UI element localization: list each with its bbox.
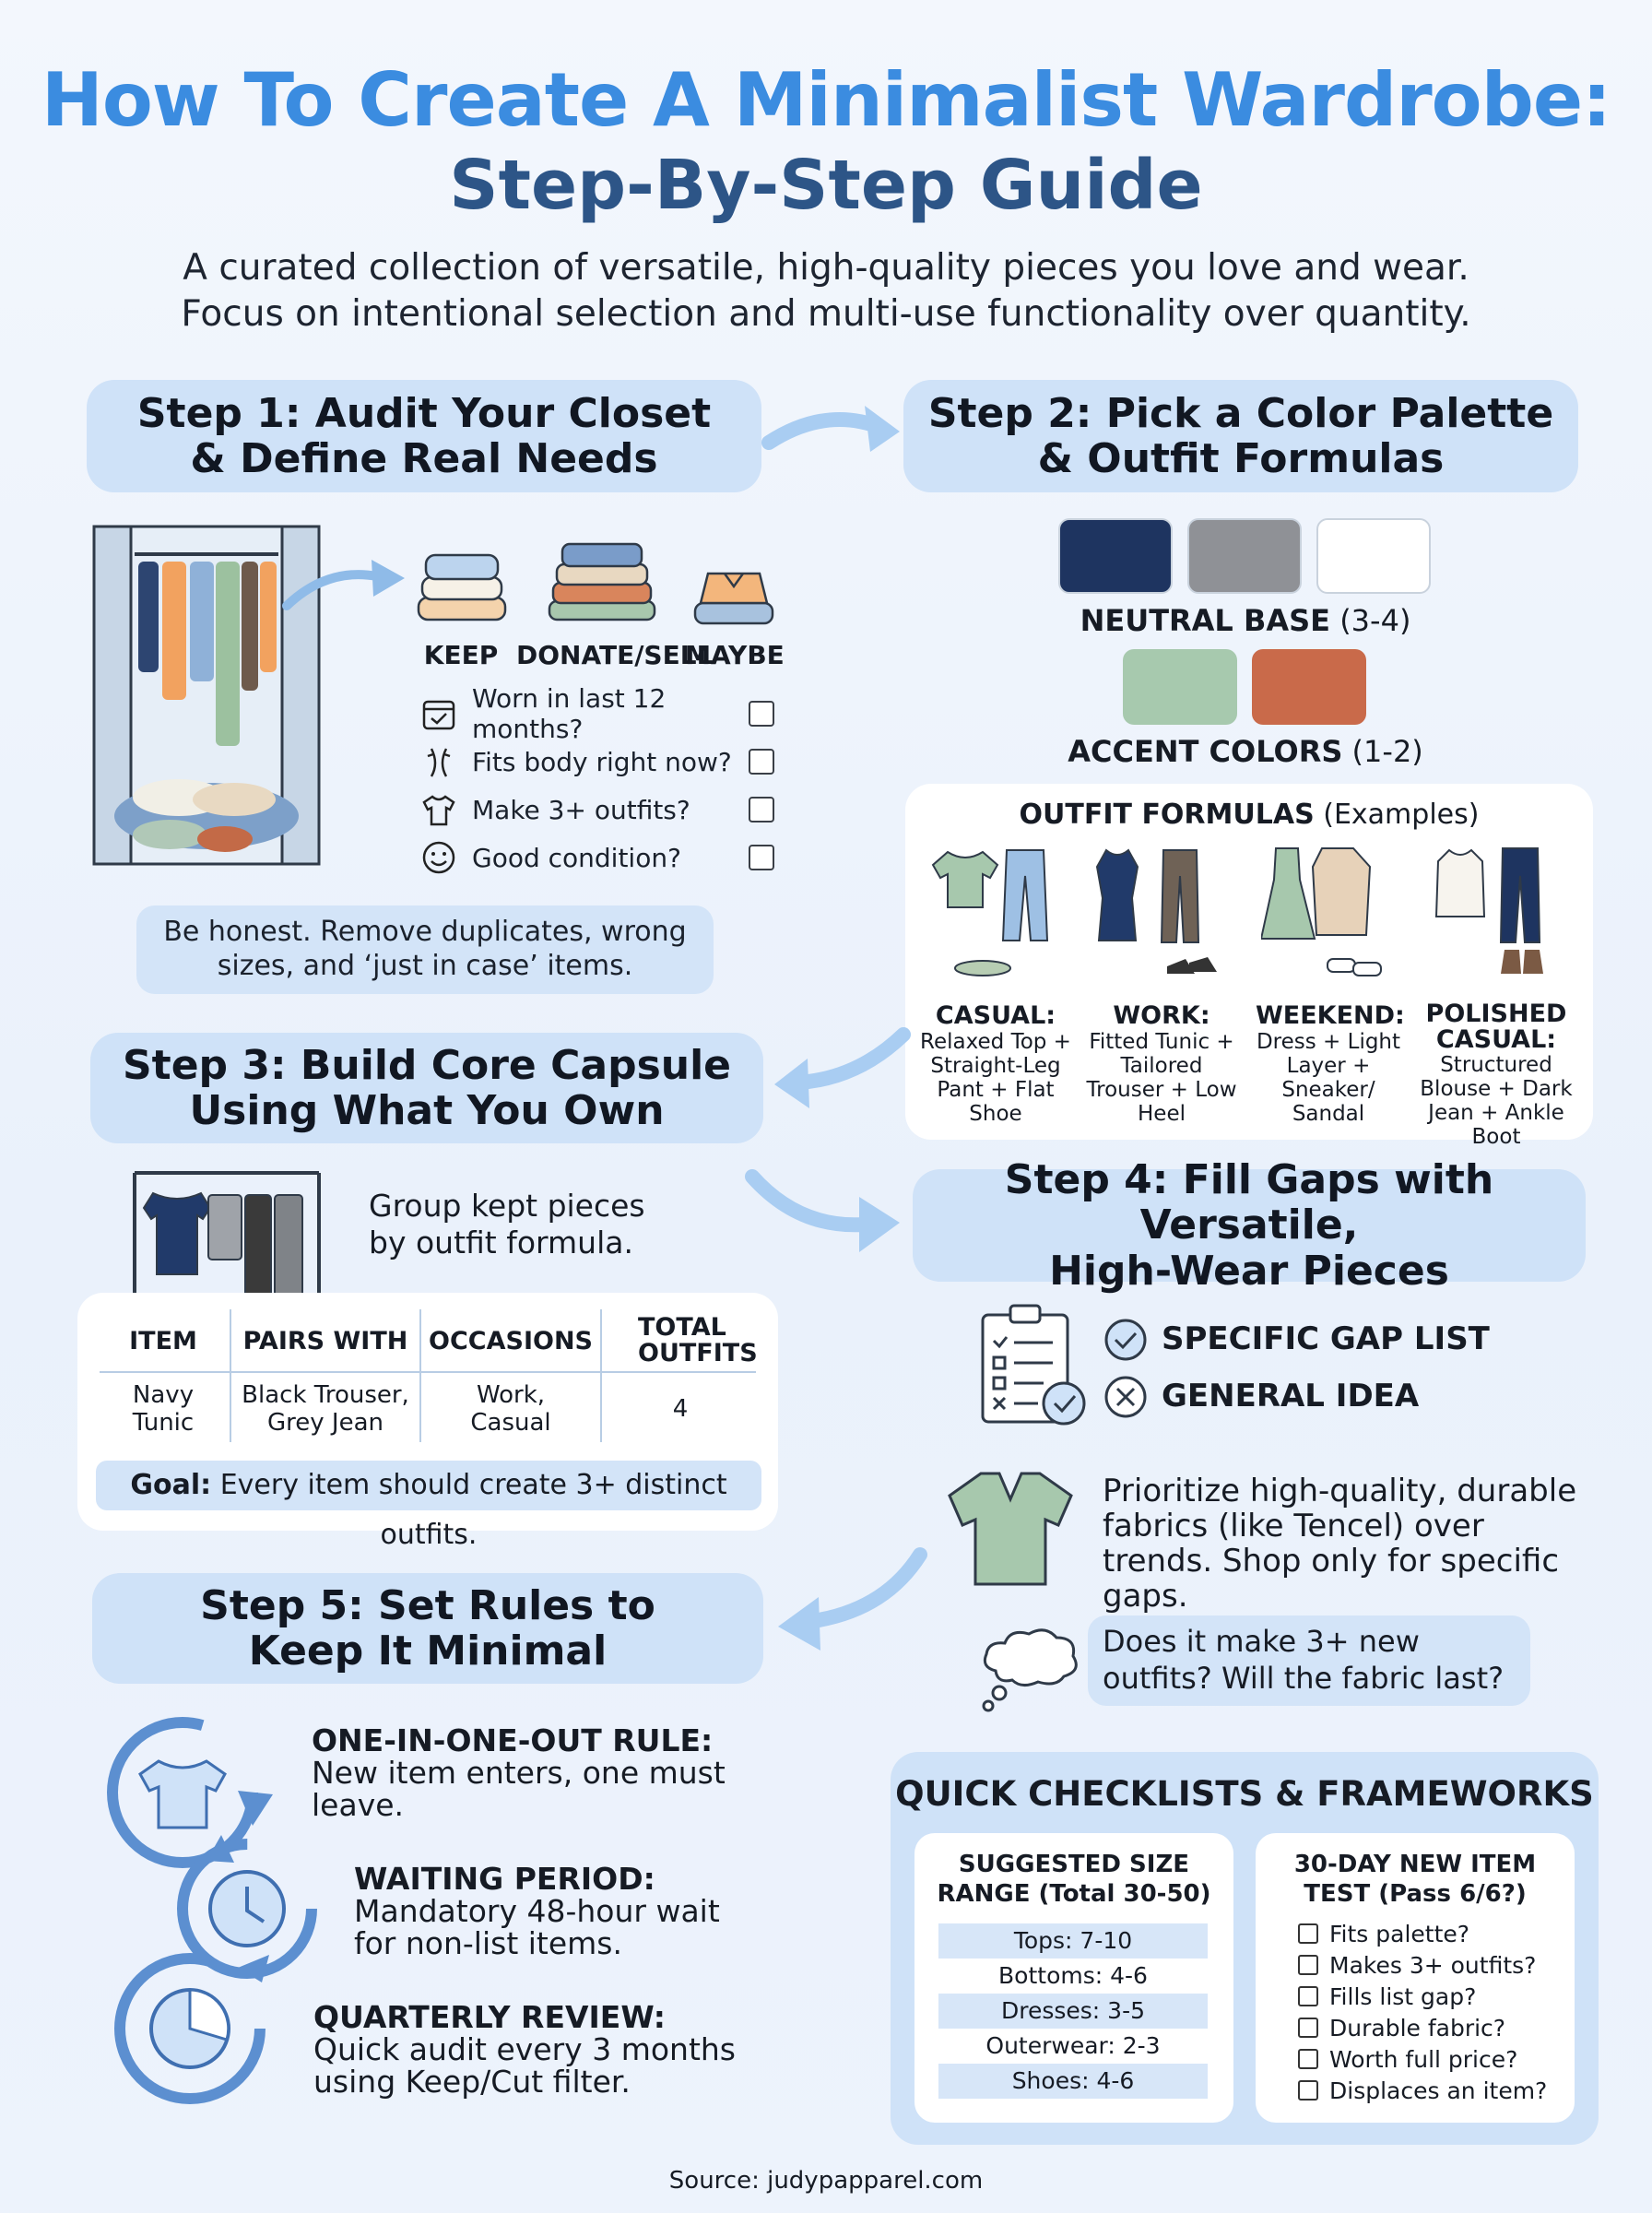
test-label: Displaces an item? xyxy=(1329,2077,1548,2104)
question-text: Worn in last 12 months? xyxy=(472,683,667,744)
question-text: Good condition? xyxy=(472,842,681,873)
formula-desc: Fitted Tunic + Tailored Trouser + Low Heel xyxy=(1086,1030,1237,1126)
arrow-step3-to-step4 xyxy=(743,1164,909,1265)
item-test-title: 30-DAY NEW ITEM TEST (Pass 6/6?) xyxy=(1293,1851,1537,1908)
honesty-note: Be honest. Remove duplicates, wrong sizes, and ‘just in case’ items. xyxy=(136,905,714,994)
intro-line-2: Focus on intentional selection and multi-use functionality over quantity. xyxy=(181,293,1471,335)
arrow-step4-to-step5 xyxy=(765,1545,931,1665)
size-item: Dresses: 3-5 xyxy=(938,1994,1208,2029)
formula-name: POLISHED CASUAL: xyxy=(1425,1000,1567,1054)
test-item xyxy=(1298,2075,1565,2106)
general-idea-label: GENERAL IDEA xyxy=(1162,1378,1420,1414)
maybe-label: MAYBE xyxy=(685,640,785,670)
specific-gap-list-label: SPECIFIC GAP LIST xyxy=(1162,1320,1490,1357)
test-checkbox[interactable] xyxy=(1298,2049,1318,2069)
clipboard-checklist-icon xyxy=(977,1302,1092,1431)
test-label: Makes 3+ outfits? xyxy=(1329,1951,1537,1979)
outfit-formulas-heading xyxy=(905,799,1593,831)
rule-desc: New item enters, one must leave. xyxy=(312,1755,726,1823)
page-title: How To Create A Minimalist Wardrobe: xyxy=(41,57,1611,143)
check-circle-icon xyxy=(1103,1317,1149,1363)
maybe-pile-icon xyxy=(690,561,778,631)
question-text: Fits body right now? xyxy=(472,746,732,777)
size-range-list xyxy=(938,1923,1208,2099)
new-item-question: Does it make 3+ new outfits? Will the fabric last? xyxy=(1088,1615,1530,1706)
size-item: Tops: 7-10 xyxy=(938,1923,1208,1959)
keep-label: KEEP xyxy=(423,640,499,670)
formula-weekend xyxy=(1256,1001,1405,1126)
header-occasions: OCCASIONS xyxy=(429,1326,593,1355)
cell-total-outfits: 4 xyxy=(672,1395,689,1423)
size-item: Bottoms: 4-6 xyxy=(998,1962,1148,1989)
polished-casual-outfit-icon xyxy=(1431,843,1578,981)
question-row xyxy=(420,786,789,834)
intro-line-1: A curated collection of versatile, high-quality pieces you love and wear. xyxy=(183,247,1469,289)
test-checkbox[interactable] xyxy=(1298,1923,1318,1944)
neutral-count: (3-4) xyxy=(1339,603,1411,638)
goal-banner xyxy=(96,1461,761,1551)
x-circle-icon xyxy=(1103,1374,1149,1420)
rule-name: WAITING PERIOD: xyxy=(354,1861,655,1897)
rule-quarterly-review xyxy=(313,2001,738,2098)
calendar-check-icon xyxy=(420,695,457,732)
formula-desc: Structured Blouse + Dark Jean + Ankle Boot xyxy=(1420,1053,1573,1149)
formula-polished-casual xyxy=(1409,1001,1584,1149)
header-pairs-with: PAIRS WITH xyxy=(242,1326,408,1355)
formula-name: WEEKEND: xyxy=(1256,1001,1405,1030)
test-item xyxy=(1298,1918,1565,1949)
test-label: Durable fabric? xyxy=(1329,2014,1506,2041)
test-checkbox[interactable] xyxy=(1298,1955,1318,1975)
question-checkbox[interactable] xyxy=(749,797,774,822)
source-footer[interactable]: Source: judypapparel.com xyxy=(668,2167,984,2195)
test-item xyxy=(1298,2043,1565,2075)
work-outfit-icon xyxy=(1093,843,1241,981)
goal-label: Goal: xyxy=(130,1469,212,1501)
item-test-list xyxy=(1298,1918,1565,2106)
accent-swatches xyxy=(1123,649,1366,725)
keep-pile-icon xyxy=(413,544,511,629)
formula-desc: Dress + Light Layer + Sneaker/ Sandal xyxy=(1256,1030,1401,1126)
formula-work xyxy=(1079,1001,1245,1126)
size-item: Shoes: 4-6 xyxy=(938,2064,1208,2099)
rule-desc: Mandatory 48-hour wait for non-list items. xyxy=(354,1893,720,1961)
swatch-sage xyxy=(1123,649,1237,725)
formula-desc: Relaxed Top + Straight-Leg Pant + Flat Shoe xyxy=(920,1030,1071,1126)
size-item: Outerwear: 2-3 xyxy=(985,2032,1161,2059)
goal-text: Every item should create 3+ distinct outfits. xyxy=(219,1469,727,1551)
header-item: ITEM xyxy=(129,1326,197,1355)
size-range-title: SUGGESTED SIZE RANGE (Total 30-50) xyxy=(937,1851,1211,1908)
step5-title: Step 5: Set Rules to Keep It Minimal xyxy=(92,1573,763,1684)
page-subtitle-title: Step-By-Step Guide xyxy=(449,146,1203,225)
question-text: Make 3+ outfits? xyxy=(472,794,690,825)
casual-outfit-icon xyxy=(929,843,1077,981)
swatch-terracotta xyxy=(1252,649,1366,725)
audit-questions xyxy=(420,683,789,882)
group-caption: Group kept pieces by outfit formula. xyxy=(369,1188,645,1260)
cell-pairs-with: Black Trouser, Grey Jean xyxy=(242,1381,409,1437)
table-header-row xyxy=(96,1309,760,1372)
rules-cycle-illustration xyxy=(100,1706,339,2112)
donate-pile-icon xyxy=(542,535,662,627)
question-row xyxy=(420,683,789,744)
rule-name: ONE-IN-ONE-OUT RULE: xyxy=(312,1722,714,1758)
weekend-outfit-icon xyxy=(1261,843,1409,981)
step2-title: Step 2: Pick a Color Palette & Outfit Formulas xyxy=(903,380,1578,492)
test-checkbox[interactable] xyxy=(1298,2018,1318,2038)
rule-waiting-period xyxy=(354,1863,741,1959)
donate-label: DONATE/SELL xyxy=(516,640,714,670)
step3-title: Step 3: Build Core Capsule Using What You Own xyxy=(90,1033,763,1143)
neutral-swatches xyxy=(1058,518,1431,594)
test-item xyxy=(1298,1949,1565,1981)
neutral-base-label xyxy=(1014,603,1477,638)
formula-casual xyxy=(913,1001,1079,1126)
question-checkbox[interactable] xyxy=(749,701,774,727)
vneck-tee-icon xyxy=(944,1466,1077,1592)
smiley-icon xyxy=(420,839,457,876)
question-checkbox[interactable] xyxy=(749,749,774,775)
test-label: Worth full price? xyxy=(1329,2045,1518,2073)
formula-name: CASUAL: xyxy=(935,1001,1056,1030)
test-checkbox[interactable] xyxy=(1298,1986,1318,2006)
swatch-grey xyxy=(1187,518,1302,594)
cell-item: Navy Tunic xyxy=(132,1381,195,1437)
test-label: Fills list gap? xyxy=(1329,1982,1477,2010)
accent-label-text: ACCENT COLORS xyxy=(1068,734,1343,769)
swatch-white xyxy=(1316,518,1431,594)
question-checkbox[interactable] xyxy=(749,845,774,870)
tshirt-icon xyxy=(420,791,457,828)
formulas-suffix: (Examples) xyxy=(1323,799,1480,831)
swatch-navy xyxy=(1058,518,1173,594)
test-checkbox[interactable] xyxy=(1298,2080,1318,2101)
step1-title: Step 1: Audit Your Closet & Define Real Needs xyxy=(87,380,761,492)
rule-one-in-one-out xyxy=(312,1724,745,1821)
step4-title: Step 4: Fill Gaps with Versatile, High-Wear Pieces xyxy=(913,1169,1586,1282)
accent-count: (1-2) xyxy=(1351,734,1423,769)
accent-colors-label xyxy=(1014,734,1477,769)
formula-name: WORK: xyxy=(1113,1001,1210,1030)
test-item xyxy=(1298,2012,1565,2043)
rule-name: QUARTERLY REVIEW: xyxy=(313,1999,666,2035)
rule-desc: Quick audit every 3 months using Keep/Cut filter. xyxy=(313,2031,736,2100)
test-label: Fits palette? xyxy=(1329,1920,1470,1947)
cell-occasions: Work, Casual xyxy=(470,1381,551,1437)
test-item xyxy=(1298,1981,1565,2012)
question-row xyxy=(420,738,789,786)
formulas-title: OUTFIT FORMULAS xyxy=(1019,799,1315,831)
question-row xyxy=(420,834,789,882)
quick-checklists-title: QUICK CHECKLISTS & FRAMEWORKS xyxy=(895,1774,1594,1814)
neutral-label-text: NEUTRAL BASE xyxy=(1080,603,1331,638)
quality-advice: Prioritize high-quality, durable fabrics (like Tencel) over trends. Shop only for specific gaps. xyxy=(1103,1473,1577,1615)
arrow-step2-to-step3 xyxy=(765,1024,913,1116)
body-fit-icon xyxy=(420,743,457,780)
arrow-to-piles xyxy=(281,549,410,622)
table-row xyxy=(96,1376,760,1442)
thought-cloud-icon xyxy=(977,1621,1088,1713)
header-total-outfits: TOTAL OUTFITS xyxy=(638,1313,758,1367)
arrow-step1-to-step2 xyxy=(761,387,909,461)
